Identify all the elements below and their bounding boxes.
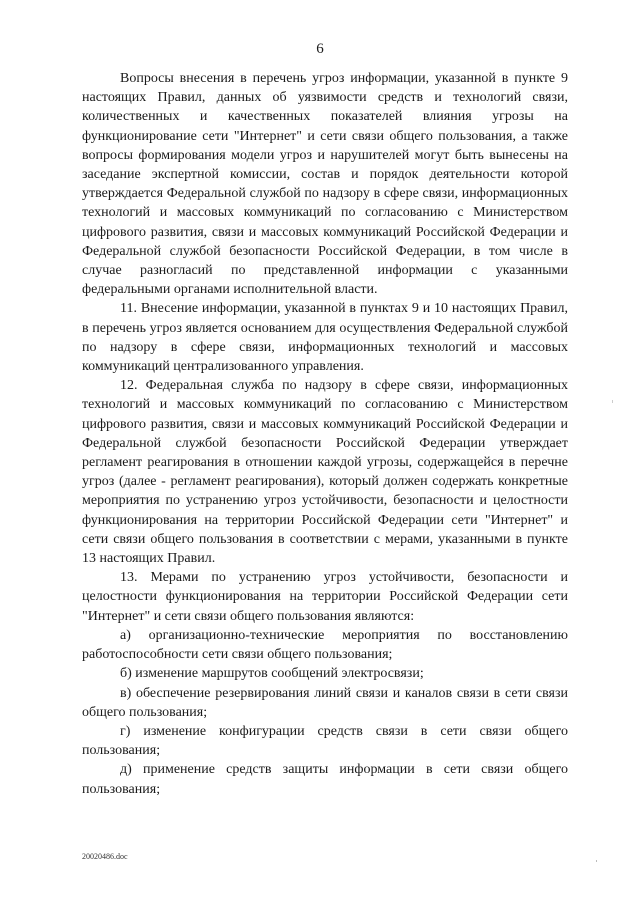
paragraph-expert-commission: Вопросы внесения в перечень угроз информации, указанной в пункте 9 настоящих Правил, данных об уязвимости средств и технологий связи, количественных и качественных показателей влияния угрозы на функционирование сети "Интернет" и сети связи общего пользования, а также вопросы формирования модели угроз и нарушителей могут быть вынесены на заседание экспертной комиссии, состав и порядок деятельности которой утверждается Федеральной службой по надзору в сфере связи, информационных технологий и массовых коммуникаций по согласованию с Министерством цифрового развития, связи и массовых коммуникаций Российской Федерации и Федеральной службой безопасности Российской Федерации, в том числе в случае разногласий по представленной информации с указанными федеральными органами исполнительной власти. bbox=[82, 71, 568, 298]
list-item-a: а) организационно-технические мероприятия по восстановлению работоспособности сети связи общего пользования; bbox=[82, 627, 568, 663]
document-filename: 20020486.doc bbox=[82, 852, 128, 861]
scan-speck bbox=[612, 400, 613, 403]
paragraph-12: 12. Федеральная служба по надзору в сфере связи, информационных технологий и массовых коммуникаций по согласованию с Министерством цифрового развития, связи и массовых коммуникаций Российской Федерации и Федеральной службой безопасности Российской Федерации утверждает регламент реагирования в отношении каждой угрозы, содержащейся в перечне угроз (далее - регламент реагирования), который должен содержать конкретные мероприятия по устранению угроз устойчивости, безопасности и целостности функционирования на территории Российской Федерации сети "Интернет" и сети связи общего пользования в соответствии с мерами, указанными в пункте 13 настоящих Правил. bbox=[82, 378, 568, 567]
scan-speck bbox=[596, 860, 597, 862]
document-body bbox=[82, 69, 568, 799]
page-number: 6 bbox=[316, 41, 324, 57]
list-item-g: г) изменение конфигурации средств связи в сети связи общего пользования; bbox=[82, 723, 568, 759]
paragraph-11: 11. Внесение информации, указанной в пунктах 9 и 10 настоящих Правил, в перечень угроз является основанием для осуществления Федеральной службой по надзору в сфере связи, информационных технологий и массовых коммуникаций централизованного управления. bbox=[82, 301, 568, 375]
paragraph-13: 13. Мерами по устранению угроз устойчивости, безопасности и целостности функционирования на территории Российской Федерации сети "Интернет" и сети связи общего пользования являются: bbox=[82, 570, 568, 624]
list-item-b: б) изменение маршрутов сообщений электросвязи; bbox=[120, 666, 424, 682]
list-item-v: в) обеспечение резервирования линий связи и каналов связи в сети связи общего пользования; bbox=[82, 685, 568, 720]
list-item-d: д) применение средств защиты информации в сети связи общего пользования; bbox=[82, 762, 568, 797]
